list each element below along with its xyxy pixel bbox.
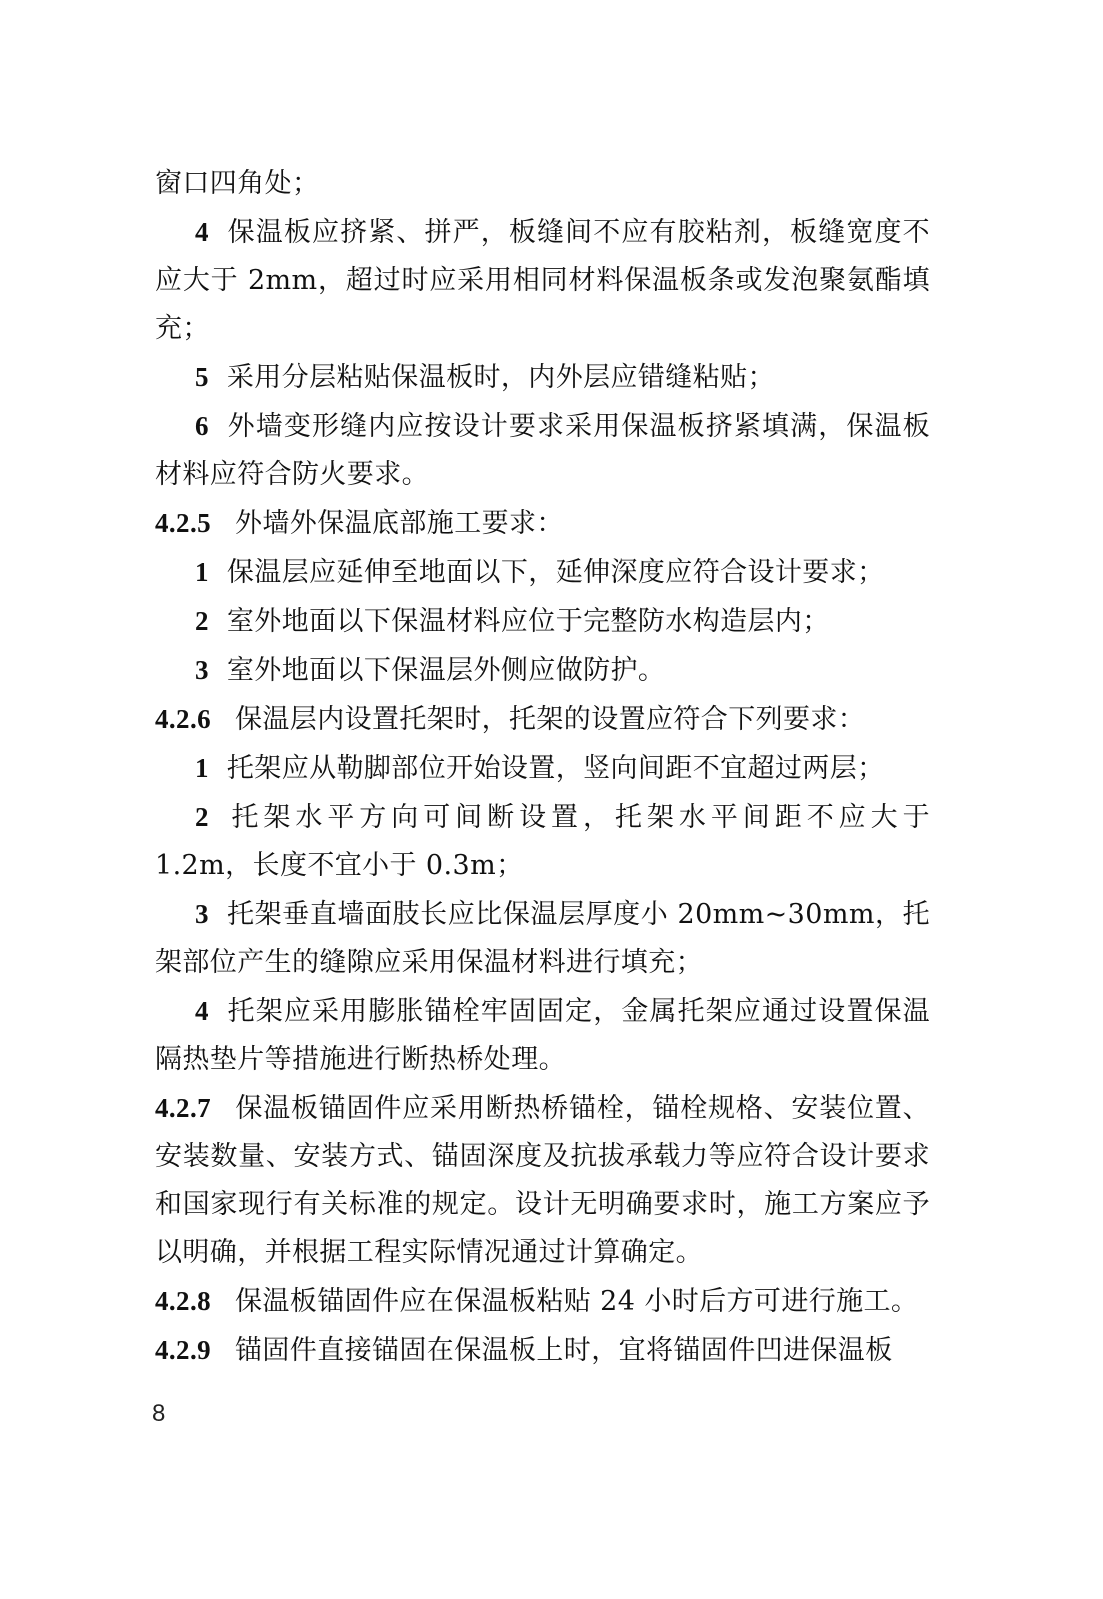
- clause-4-2-7: [155, 1084, 930, 1277]
- list-item: [155, 353, 930, 402]
- list-item: [155, 208, 930, 353]
- list-item: [155, 987, 930, 1084]
- item-number: 6: [195, 411, 209, 441]
- list-item: [155, 402, 930, 499]
- paragraph-text: 窗口四角处；: [155, 168, 320, 199]
- item-number: 1: [195, 557, 209, 587]
- clause-4-2-8: [155, 1277, 930, 1326]
- paragraph-text: 采用分层粘贴保温板时，内外层应错缝粘贴；: [226, 362, 775, 393]
- paragraph-text: 室外地面以下保温材料应位于完整防水构造层内；: [226, 606, 830, 637]
- list-item: [155, 793, 930, 890]
- clause-4-2-5: [155, 499, 930, 548]
- clause-number: 4.2.8: [155, 1286, 211, 1316]
- paragraph-text: 外墙外保温底部施工要求：: [235, 508, 564, 539]
- clause-number: 4.2.5: [155, 508, 211, 538]
- paragraph-text: 室外地面以下保温层外侧应做防护。: [226, 655, 666, 686]
- paragraph-text: 锚固件直接锚固在保温板上时，宜将锚固件凹进保温板: [235, 1335, 893, 1366]
- list-item: [155, 890, 930, 987]
- paragraph-text: 外墙变形缝内应按设计要求采用保温板挤紧填满，保温板材料应符合防火要求。: [155, 411, 930, 490]
- paragraph-text: 保温板锚固件应在保温板粘贴 24 小时后方可进行施工。: [235, 1286, 919, 1317]
- list-item: [155, 597, 930, 646]
- paragraph-text: 托架垂直墙面肢长应比保温层厚度小 20mm~30mm，托架部位产生的缝隙应采用保温材料进行填充；: [155, 899, 930, 978]
- clause-number: 4.2.7: [155, 1093, 211, 1123]
- paragraph-text: 保温板应挤紧、拼严，板缝间不应有胶粘剂，板缝宽度不应大于 2mm，超过时应采用相同材料保温板条或发泡聚氨酯填充；: [155, 217, 930, 344]
- list-item: [155, 744, 930, 793]
- clause-4-2-6: [155, 695, 930, 744]
- item-number: 4: [195, 217, 209, 247]
- item-number: 5: [195, 362, 209, 392]
- item-number: 2: [195, 606, 209, 636]
- list-item: [155, 548, 930, 597]
- clause-number: 4.2.9: [155, 1335, 211, 1365]
- paragraph-text: 保温层应延伸至地面以下，延伸深度应符合设计要求；: [226, 557, 885, 588]
- paragraph-text: 托架应从勒脚部位开始设置，竖向间距不宜超过两层；: [226, 753, 885, 784]
- paragraph-text: 托架应采用膨胀锚栓牢固固定，金属托架应通过设置保温隔热垫片等措施进行断热桥处理。: [155, 996, 930, 1075]
- document-body: [155, 160, 930, 1375]
- item-number: 1: [195, 753, 209, 783]
- paragraph-text: 托架水平方向可间断设置，托架水平间距不应大于 1.2m，长度不宜小于 0.3m；: [155, 802, 930, 881]
- item-number: 2: [195, 802, 209, 832]
- clause-4-2-9: [155, 1326, 930, 1375]
- paragraph-text: 保温层内设置托架时，托架的设置应符合下列要求：: [235, 704, 866, 735]
- paragraph-text: 保温板锚固件应采用断热桥锚栓，锚栓规格、安装位置、安装数量、安装方式、锚固深度及抗拔承载力等应符合设计要求和国家现行有关标准的规定。设计无明确要求时，施工方案应予以明确，并根据工程实际情况通过计算确定。: [155, 1093, 930, 1268]
- clause-number: 4.2.6: [155, 704, 211, 734]
- list-item: [155, 646, 930, 695]
- page-number: 8: [152, 1400, 166, 1427]
- item-number: 4: [195, 996, 209, 1026]
- item-number: 3: [195, 899, 209, 929]
- item-number: 3: [195, 655, 209, 685]
- paragraph-continuation: [155, 160, 930, 208]
